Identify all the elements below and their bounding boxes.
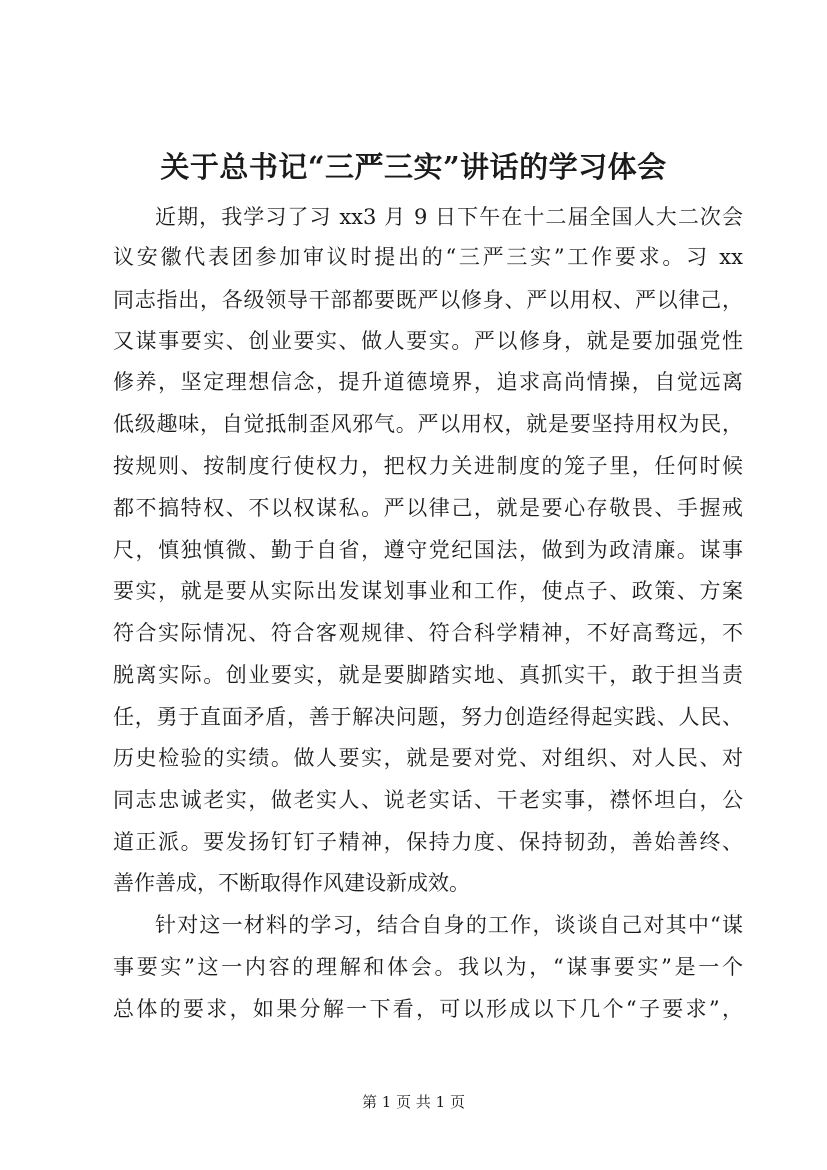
body-line: 又谋事要实、创业要实、做人要实。严以修身，就是要加强党性 [113, 329, 743, 353]
body-line: 符合实际情况、符合客观规律、符合科学精神，不好高骛远，不 [113, 621, 743, 645]
body-line: 议安徽代表团参加审议时提出的“三严三实”工作要求。习 xx [113, 245, 743, 269]
body-line: 任，勇于直面矛盾，善于解决问题，努力创造经得起实践、人民、 [113, 705, 743, 729]
body-line: 近期，我学习了习 xx3 月 9 日下午在十二届全国人大二次会 [155, 205, 743, 229]
body-line: 善作善成，不断取得作风建设新成效。 [113, 871, 470, 895]
body-line: 尺，慎独慎微、勤于自省，遵守党纪国法，做到为政清廉。谋事 [113, 538, 743, 562]
body-line: 同志忠诚老实，做老实人、说老实话、干老实事，襟怀坦白，公 [113, 788, 743, 812]
body-line: 针对这一材料的学习，结合自身的工作，谈谈自己对其中“谋 [155, 913, 743, 937]
body-line: 修养，坚定理想信念，提升道德境界，追求高尚情操，自觉远离 [113, 370, 743, 394]
body-line: 按规则、按制度行使权力，把权力关进制度的笼子里，任何时候 [113, 454, 743, 478]
body-line: 脱离实际。创业要实，就是要脚踏实地、真抓实干，敢于担当责 [113, 663, 743, 687]
body-line: 都不搞特权、不以权谋私。严以律己，就是要心存敬畏、手握戒 [113, 496, 743, 520]
body-line: 同志指出，各级领导干部都要既严以修身、严以用权、严以律己， [113, 288, 743, 312]
body-line: 事要实”这一内容的理解和体会。我以为，“谋事要实”是一个 [113, 955, 743, 979]
body-line: 低级趣味，自觉抵制歪风邪气。严以用权，就是要坚持用权为民， [113, 412, 743, 436]
document-title: 关于总书记“三严三实”讲话的学习体会 [160, 150, 667, 184]
body-line: 道正派。要发扬钉钉子精神，保持力度、保持韧劲，善始善终、 [113, 830, 743, 854]
page-number: 第 1 页 共 1 页 [362, 1093, 465, 1111]
body-line: 总体的要求，如果分解一下看，可以形成以下几个“子要求”， [113, 997, 743, 1021]
body-line: 历史检验的实绩。做人要实，就是要对党、对组织、对人民、对 [113, 746, 743, 770]
body-line: 要实，就是要从实际出发谋划事业和工作，使点子、政策、方案 [113, 579, 743, 603]
